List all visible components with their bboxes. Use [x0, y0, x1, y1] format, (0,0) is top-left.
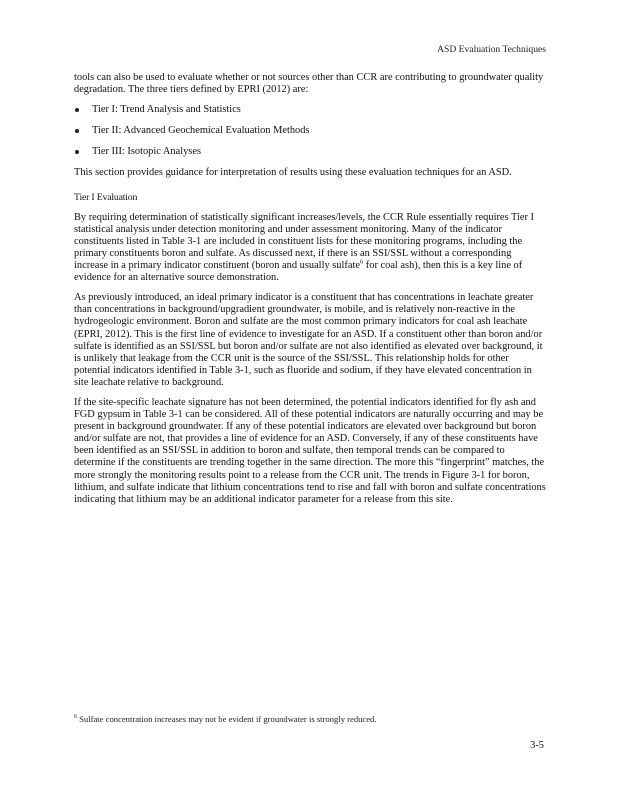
paragraph-text: By requiring determination of statistically significant increases/levels, the CCR Rule essentially requires Tier I statistical analysis under detection monitoring and under assessment monitoring. Many of the indicator constituents listed in Table 3-1 are included in constituent lists for these monitoring programs, including the primary constituents boron and sulfate. As discussed next, if there is an SSI/SSL without a corresponding increase in a primary indicator constituent (boron and usually sulfate [74, 211, 534, 272]
section-heading: Tier I Evaluation [74, 191, 138, 203]
list-item [74, 146, 546, 158]
section-paragraph-3: If the site-specific leachate signature has not been determined, the potential indicators identified for fly ash and FGD gypsum in Table 3-1 can be considered. All of these potential indicators are naturally occurring and may be present in background groundwater. If any of these potential indicators are elevated over background but boron and/or sulfate are not, that provides a line of evidence for an ASD. Conversely, if any of these constituents have been identified as an SSI/SSL in addition to boron and sulfate, then temporal trends can be compared to determine if the constituents are trending together in the same direction. The more this “fingerprint” matches, the more strongly the monitoring results point to a release from the CCR unit. The trends in Figure 3-1 for boron, lithium, and sulfate indicate that lithium concentrations tend to rise and fall with boron and sulfate concentrations indicating that lithium may be an additional indicator parameter for a release from this site. [74, 396, 546, 505]
bullet-icon [75, 108, 79, 112]
page-number: 3-5 [530, 740, 544, 751]
intro-closing-paragraph: This section provides guidance for interpretation of results using these evaluation techniques for an ASD. [74, 167, 512, 179]
footnote-text: Sulfate concentration increases may not be evident if groundwater is strongly reduced. [77, 714, 377, 724]
tier-label: Tier III: Isotopic Analyses [92, 146, 201, 158]
intro-paragraph: tools can also be used to evaluate whether or not sources other than CCR are contributing to groundwater quality degradation. The three tiers defined by EPRI (2012) are: [74, 72, 544, 96]
bullet-icon [75, 129, 79, 133]
footnote [74, 714, 546, 724]
tier-label: Tier I: Trend Analysis and Statistics [92, 104, 241, 116]
section-paragraph-1 [74, 212, 546, 285]
list-item [74, 104, 546, 116]
paragraph-text: for coal ash), then this is a key line of evidence for an alternative source demonstration. [74, 260, 523, 284]
section-paragraph-2: As previously introduced, an ideal primary indicator is a constituent that has concentrations in leachate greater than concentrations in background/upgradient groundwater, is mobile, and is relatively non-reactive in the hydrogeologic environment. Boron and sulfate are the most common primary indicators for coal ash leachate (EPRI, 2012). This is the first line of evidence to investigate for an ASD. If a constituent other than boron and/or sulfate is identified as an SSI/SSL but boron and/or sulfate are not also identified as elevated over background, it is unlikely that leakage from the CCR unit is the source of the SSI/SSL. This relationship holds for other potential indicators identified in Table 3-1, such as fluoride and sodium, if they have elevated concentration in site leachate relative to background. [74, 292, 543, 388]
bullet-icon [75, 150, 79, 154]
tier-list [74, 104, 546, 158]
running-header: ASD Evaluation Techniques [437, 44, 546, 55]
body-text [74, 72, 546, 514]
footnote-marker: 6 [74, 714, 77, 721]
list-item [74, 125, 546, 137]
tier-label: Tier II: Advanced Geochemical Evaluation Methods [92, 125, 310, 137]
footnote-reference: 6 [359, 258, 364, 266]
